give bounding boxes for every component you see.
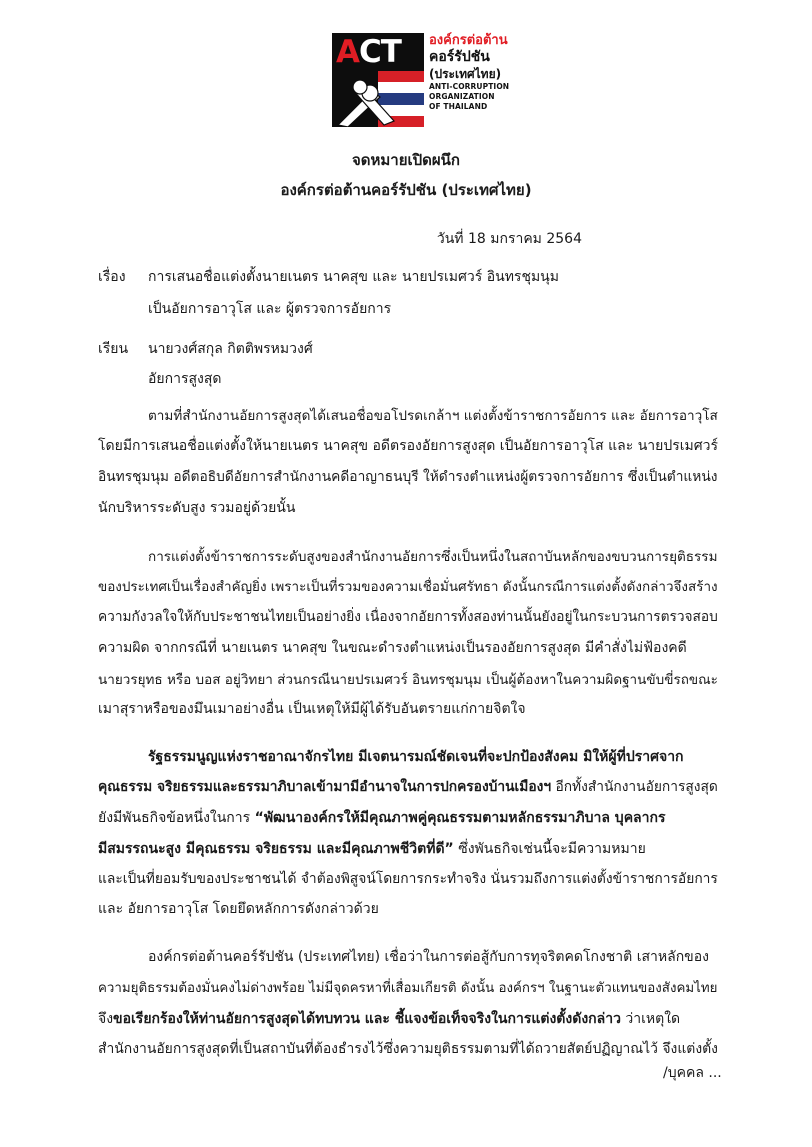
para3-line [98,807,666,829]
para4-line: องค์กรต่อต้านคอร์รัปชัน (ประเทศไทย) เชื่อว่าในการต่อสู้กับการทุจริตคดโกงชาติ เสาหลักของ [148,949,709,965]
para4-text: จึง [98,1011,114,1027]
letter-org-title: องค์กรต่อต้านคอร์รัปชัน (ประเทศไทย) [280,181,532,199]
logo-th-line2: คอร์รัปชัน [429,49,490,65]
logo-en-line3: OF THAILAND [429,102,488,111]
para1-line: อินทรชุมนุม อดีตอธิบดีอัยการสำนักงานคดีอาญาธนบุรี ให้ดำรงตำแหน่งผู้ตรวจการอัยการ ซึ่งเป็นตำแหน่ง [98,469,718,485]
crossed-hands-icon [332,67,424,127]
para2-line: ของประเทศเป็นเรื่องสำคัญยิ่ง เพราะเป็นที่รวมของความเชื่อมั่นศรัทธา ดังนั้นกรณีการแต่งตั้งดังกล่าวจึงสร้าง [98,579,718,595]
para2-line: การแต่งตั้งข้าราชการระดับสูงของสำนักงานอัยการซึ่งเป็นหนึ่งในสถาบันหลักของขบวนการยุติธรรม [148,549,718,565]
logo-th-line3: (ประเทศไทย) [429,67,502,81]
act-logo [332,33,512,127]
letter-date: วันที่ 18 มกราคม 2564 [436,231,582,247]
para1-line: นักบริหารระดับสูง รวมอยู่ด้วยนั้น [98,500,296,516]
para4-line [98,1008,680,1030]
para3-text: ซึ่งพันธกิจเช่นนี้จะมีความหมาย [453,841,646,857]
para3-text: ยังมีพันธกิจข้อหนึ่งในการ [98,810,255,826]
para4-line: สำนักงานอัยการสูงสุดที่เป็นสถาบันที่ต้องธำรงไว้ซึ่งความยุติธรรมตามที่ได้ถวายสัตย์ปฏิญาณไว้ จึงแต่งตั้ง [98,1041,718,1057]
para3-line: และเป็นที่ยอมรับของประชาชนได้ จำต้องพิสูจน์โดยการกระทำจริง นั่นรวมถึงการแต่งตั้งข้าราชการอัยการ [98,871,718,887]
logo-brand: ACT [336,34,401,70]
para3-line [98,838,646,860]
para4-line: ความยุติธรรมต้องมั่นคงไม่ด่างพร้อย ไม่มีจุดครหาที่เสื่อมเกียรติ ดังนั้น องค์กรฯ ในฐานะตัวแทนของสังคมไทย [98,981,718,996]
to-label: เรียน [98,341,129,357]
to-line2: อัยการสูงสุด [148,371,222,387]
para2-line: ความผิด จากกรณีที่ นายเนตร นาคสุข ในขณะดำรงตำแหน่งเป็นรองอัยการสูงสุด มีคำสั่งไม่ฟ้องคดี [98,640,687,656]
para3-line [98,776,718,798]
para1-line: ตามที่สำนักงานอัยการสูงสุดได้เสนอชื่อขอโปรดเกล้าฯ แต่งตั้งข้าราชการอัยการ และ อัยการอาวุโส [148,408,718,424]
para1-line: โดยมีการเสนอชื่อแต่งตั้งให้นายเนตร นาคสุข อดีตรองอัยการสูงสุด เป็นอัยการอาวุโส และ นายปรเมศวร์ [98,438,719,454]
subject-line1: การเสนอชื่อแต่งตั้งนายเนตร นาคสุข และ นายปรเมศวร์ อินทรชุมนุม [148,269,559,285]
subject-label: เรื่อง [98,269,126,285]
para3-line: และ อัยการอาวุโส โดยยึดหลักการดังกล่าวด้วย [98,901,379,917]
para2-line: เมาสุราหรือของมึนเมาอย่างอื่น เป็นเหตุให้มีผู้ได้รับอันตรายแก่กายจิตใจ [98,701,526,717]
to-line1: นายวงศ์สกุล กิตติพรหมวงศ์ [148,341,313,357]
para3-emphasis: “พัฒนาองค์กรให้มีคุณภาพคู่คุณธรรมตามหลักธรรมาภิบาล บุคลากร [254,810,666,826]
logo-text [429,33,515,112]
para4-text: ว่าเหตุใด [620,1011,681,1027]
para4-emphasis: ขอเรียกร้องให้ท่านอัยการสูงสุดได้ทบทวน และ ชี้แจงข้อเท็จจริงในการแต่งตั้งดังกล่าว [113,1011,621,1027]
subject-line2: เป็นอัยการอาวุโส และ ผู้ตรวจการอัยการ [148,301,392,317]
para2-line: นายวรยุทธ หรือ บอส อยู่วิทยา ส่วนกรณีนายปรเมศวร์ อินทรชุมนุม เป็นผู้ต้องหาในความผิดฐานขับขี่รถขณะ [98,672,718,688]
para3-line: รัฐธรรมนูญแห่งราชอาณาจักรไทย มีเจตนารมณ์ชัดเจนที่จะปกป้องสังคม มิให้ผู้ที่ปราศจาก [148,749,684,765]
logo-mark [332,33,424,127]
para3-emphasis: มีสมรรถนะสูง มีคุณธรรม จริยธรรม และมีคุณภาพชีวิตที่ดี” [98,841,454,857]
logo-th-line1: องค์กรต่อต้าน [429,33,508,48]
para3-text: อีกทั้งสำนักงานอัยการสูงสุด [551,779,718,795]
page-continuation: /บุคคล ... [663,1065,722,1081]
logo-en-line1: ANTI-CORRUPTION [429,82,510,91]
para3-emphasis: คุณธรรม จริยธรรมและธรรมาภิบาลเข้ามามีอำนาจในการปกครองบ้านเมืองฯ [98,779,552,795]
logo-en-line2: ORGANIZATION [429,92,495,101]
letter-title: จดหมายเปิดผนึก [351,151,461,169]
para2-line: ความกังวลใจให้กับประชาชนไทยเป็นอย่างยิ่ง เนื่องจากอัยการทั้งสองท่านนั้นยังอยู่ในกระบวนการตรวจสอบ [98,609,718,625]
